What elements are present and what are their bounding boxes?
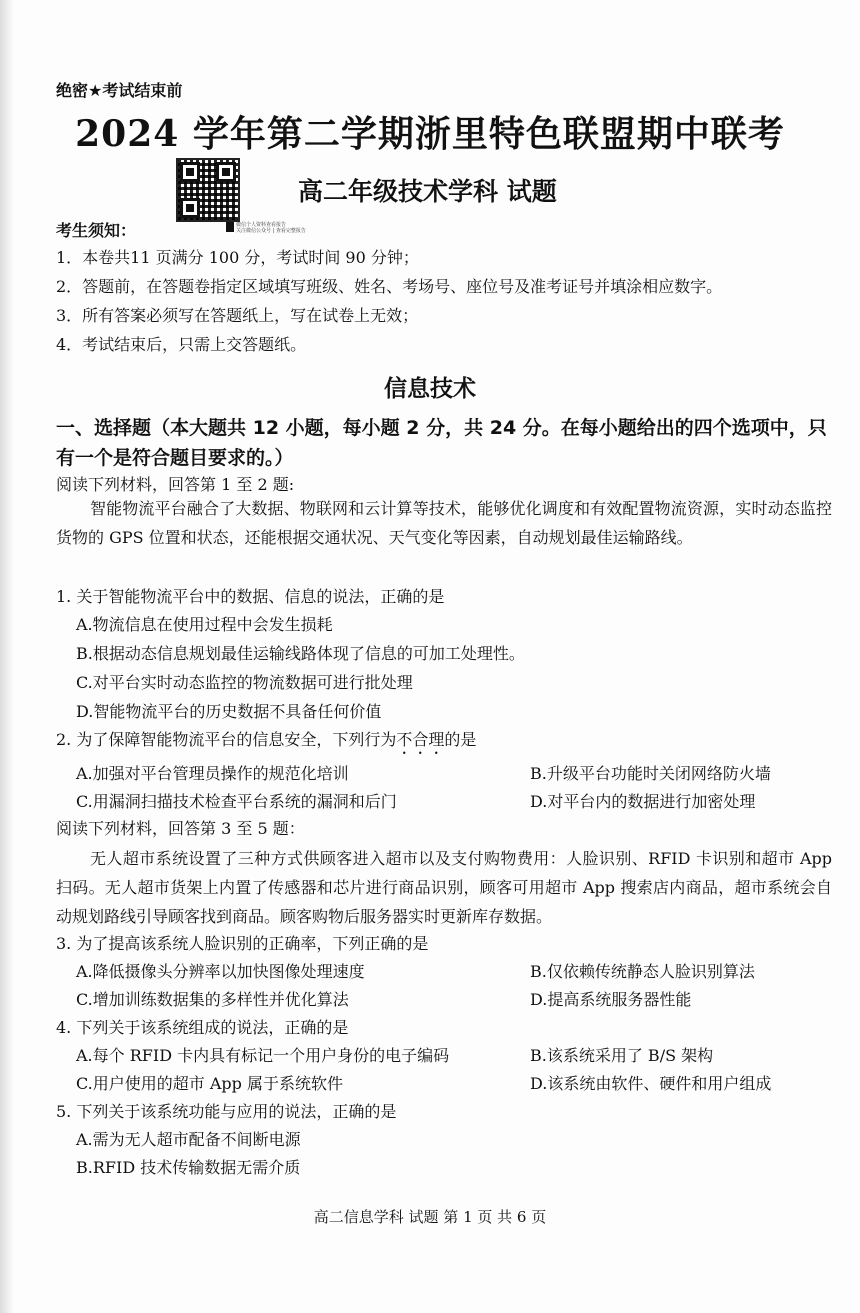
secret-label: 绝密★考试结束前	[56, 81, 183, 100]
option-b: B.RFID 技术传输数据无需介质	[76, 1158, 301, 1177]
question-stem: 5. 下列关于该系统功能与应用的说法，正确的是	[56, 1102, 397, 1121]
brand-logo-icon	[226, 222, 234, 232]
exam-title: 2024 学年第二学期浙里特色联盟期中联考	[75, 113, 785, 155]
option-b: B.根据动态信息规划最佳运输线路体现了信息的可加工处理性。	[76, 644, 525, 663]
option-a: A.每个 RFID 卡内具有标记一个用户身份的电子编码	[76, 1046, 450, 1065]
notice-item: 4．考试结束后，只需上交答题纸。	[56, 335, 307, 354]
option-c: C.对平台实时动态监控的物流数据可进行批处理	[76, 673, 413, 692]
option-b: B.该系统采用了 B/S 架构	[530, 1046, 714, 1065]
option-a: A.降低摄像头分辨率以加快图像处理速度	[76, 962, 365, 981]
reading-passage: 无人超市系统设置了三种方式供顾客进入超市以及支付购物费用：人脸识别、RFID 卡识别和超市 App 扫码。无人超市货架上内置了传感器和芯片进行商品识别，顾客可用超市 App 搜索店内商品，超市系统会自动规划路线引导顾客找到商品。顾客购物后服务器实时更新库存数据。	[56, 849, 832, 926]
option-c: C.增加训练数据集的多样性并优化算法	[76, 990, 349, 1009]
question-stem: 1. 关于智能物流平台中的数据、信息的说法，正确的是	[56, 587, 445, 606]
option-d: D.对平台内的数据进行加密处理	[530, 792, 756, 811]
option-c: C.用漏洞扫描技术检查平台系统的漏洞和后门	[76, 792, 397, 811]
stem-prefix: 2. 为了保障智能物流平台的信息安全，下列行为	[56, 730, 397, 749]
question-stem: 4. 下列关于该系统组成的说法，正确的是	[56, 1018, 349, 1037]
notice-item: 3．所有答案必须写在答题纸上，写在试卷上无效；	[56, 306, 419, 325]
reading-passage: 智能物流平台融合了大数据、物联网和云计算等技术，能够优化调度和有效配置物流资源，实时动态监控货物的 GPS 位置和状态，还能根据交通状况、天气变化等因素，自动规划最佳运输路线。	[56, 499, 832, 547]
qr-code-icon	[176, 158, 240, 222]
section-title: 信息技术	[384, 376, 476, 402]
scan-edge-shadow	[0, 0, 14, 1313]
option-b: B.仅依赖传统静态人脸识别算法	[530, 962, 755, 981]
notice-item: 1．本卷共11 页满分 100 分，考试时间 90 分钟；	[56, 248, 419, 267]
notice-item: 2．答题前，在答题卷指定区域填写班级、姓名、考场号、座位号及准考证号并填涂相应数字。	[56, 277, 723, 296]
qr-caption: 微信个人资料查看报告 关注微信公众号 | 查看完整报告	[236, 222, 306, 234]
part-heading: 一、选择题（本大题共 12 小题，每小题 2 分，共 24 分。在每小题给出的四个选项中，只有一个是符合题目要求的。）	[56, 417, 827, 469]
stem-suffix: 的是	[444, 730, 477, 749]
reading-intro: 阅读下列材料，回答第 1 至 2 题:	[56, 475, 295, 494]
stem-emphasis: 不合理	[396, 730, 445, 749]
notice-heading: 考生须知：	[56, 221, 137, 240]
option-d: D.提高系统服务器性能	[530, 990, 692, 1009]
option-a: A.物流信息在使用过程中会发生损耗	[76, 615, 333, 634]
option-b: B.升级平台功能时关闭网络防火墙	[530, 764, 771, 783]
option-a: A.加强对平台管理员操作的规范化培训	[76, 764, 349, 783]
reading-intro: 阅读下列材料，回答第 3 至 5 题：	[56, 819, 305, 838]
option-d: D.该系统由软件、硬件和用户组成	[530, 1074, 772, 1093]
page-footer: 高二信息学科 试题 第 1 页 共 6 页	[313, 1208, 547, 1226]
option-a: A.需为无人超市配备不间断电源	[76, 1130, 301, 1149]
question-stem	[56, 727, 476, 758]
question-stem: 3. 为了提高该系统人脸识别的正确率，下列正确的是	[56, 934, 429, 953]
option-c: C.用户使用的超市 App 属于系统软件	[76, 1074, 343, 1093]
option-d: D.智能物流平台的历史数据不具备任何价值	[76, 702, 382, 721]
exam-subtitle: 高二年级技术学科 试题	[298, 177, 557, 206]
